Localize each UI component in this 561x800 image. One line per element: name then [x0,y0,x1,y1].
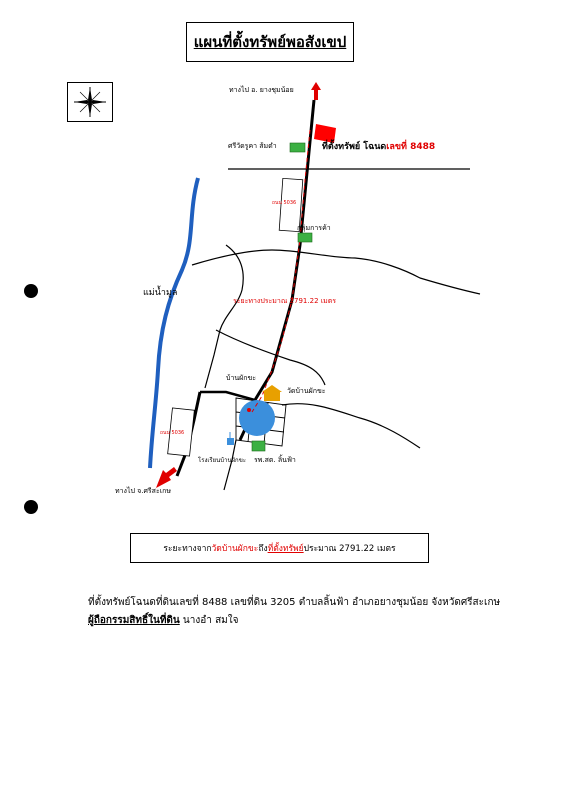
minor-road-2 [205,245,243,388]
binder-hole-top [24,284,38,298]
property-dot [247,408,251,412]
north-arrow-icon [311,82,321,100]
binder-hole-bottom [24,500,38,514]
route-line [252,130,310,412]
label-property: ที่ตั้งทรัพย์ โฉนดเลขที่ 8488 [322,142,436,152]
junction-road [200,392,255,400]
owner-line: ผู้ถือกรรมสิทธิ์ในที่ดิน นางอำ สมใจ [88,615,239,626]
page-title: แผนที่ตั้งทรัพย์พอสังเขป [186,22,354,62]
school-icon [227,432,234,445]
label-highway-top: ถนน 5036 [272,200,297,206]
minor-road-5 [224,440,236,490]
label-village: บ้านผักขะ [226,374,257,382]
hospital-marker [252,441,265,451]
property-marker [314,124,336,143]
west-road [192,250,480,294]
distance-box: ระยะทางจาก วัดบ้านผักขะ ถึง ที่ตั้งทรัพย์ ประมาณ 2791.22 เมตร [130,533,429,563]
label-north-road: ทางไป อ. ยางชุมน้อย [229,86,294,94]
label-school: โรงเรียนบ้านผักขะ [198,457,247,464]
label-market: กลุ่มการค้า [297,224,331,232]
label-temple: วัดบ้านผักขะ [287,387,326,395]
label-temple-field: ศรีวัดรูคา ส้มตำ [228,142,277,150]
temple-field-marker [290,143,305,152]
pond [239,400,275,436]
label-south-road: ทางไป จ.ศรีสะเกษ [115,487,171,495]
label-distance-map: ระยะทางประมาณ 2791.22 เมตร [233,297,337,305]
minor-road-4 [282,404,420,448]
market-marker [298,233,312,242]
property-info: ที่ตั้งทรัพย์โฉนดที่ดินเลขที่ 8488 เลขที่ดิน 3205 ตำบลลิ้นฟ้า อำเภอยางชุมน้อย จังหวัดศรีสะเกษ [88,597,501,608]
label-hospital: รพ.สต. ลิ้นฟ้า [254,456,296,464]
label-highway-bottom: ถนน 5036 [160,430,185,436]
label-river: แม่น้ำมูล [143,288,178,298]
south-arrow-icon [156,467,177,488]
